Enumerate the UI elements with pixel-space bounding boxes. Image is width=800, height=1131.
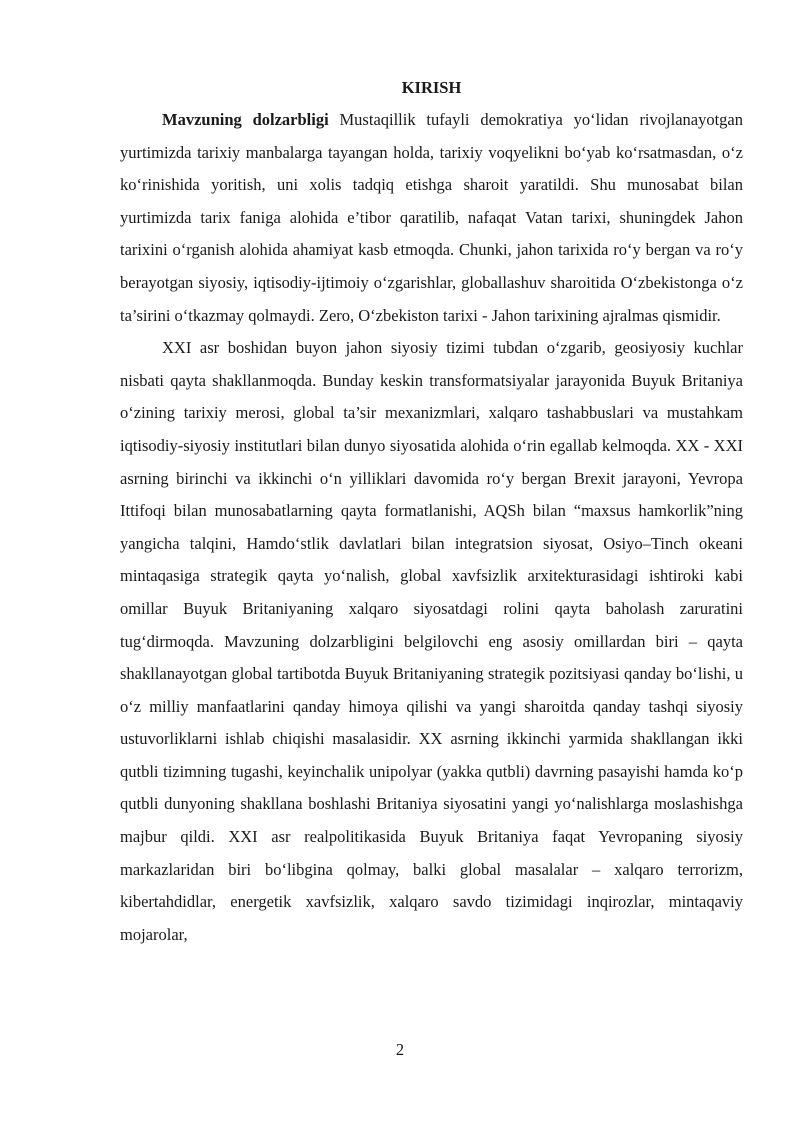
- paragraph-lead: Mavzuning dolzarbligi: [162, 110, 329, 129]
- document-page: [120, 72, 743, 951]
- section-title: KIRISH: [401, 78, 462, 97]
- paragraph-relevance: [120, 104, 743, 332]
- paragraph-context: XXI asr boshidan buyon jahon siyosiy tizimi tubdan o‘zgarib, geosiyosiy kuchlar nisbati qayta shakllanmoqda. Bunday keskin transformatsiyalar jarayonida Buyuk Britaniya o‘zining tarixiy merosi, global ta’sir mexanizmlari, xalqaro tashabbuslari va mustahkam iqtisodiy-siyosiy institutlari bilan dunyo siyosatida alohida o‘rin egallab kelmoqda. XX - XXI asrning birinchi va ikkinchi o‘n yilliklari davomida ro‘y bergan Brexit jarayoni, Yevropa Ittifoqi bilan munosabatlarning qayta formatlanishi, AQSh bilan “maxsus hamkorlik”ning yangicha talqini, Hamdo‘stlik davlatlari bilan integratsion siyosat, Osiyo–Tinch okeani mintaqasiga strategik qayta yo‘nalish, global xavfsizlik arxitekturasidagi ishtiroki kabi omillar Buyuk Britaniyaning xalqaro siyosatdagi rolini qayta baholash zaruratini tug‘dirmoqda. Mavzuning dolzarbligini belgilovchi eng asosiy omillardan biri – qayta shakllanayotgan global tartibotda Buyuk Britaniyaning strategik pozitsiyasi qanday bo‘lishi, u o‘z milliy manfaatlarini qanday himoya qilishi va yangi sharoitda qanday tashqi siyosiy ustuvorliklarni ishlab chiqishi masalasidir. XX asrning ikkinchi yarmida shakllangan ikki qutbli tizimning tugashi, keyinchalik unipolyar (yakka qutbli) davrning pasayishi hamda ko‘p qutbli dunyoning shakllana boshlashi Britaniya siyosatini yangi yo‘nalishlarga moslashishga majbur qildi. XXI asr realpolitikasida Buyuk Britaniya faqat Yevropaning siyosiy markazlaridan biri bo‘libgina qolmay, balki global masalalar – xalqaro terrorizm, kibertahdidlar, energetik xavfsizlik, xalqaro savdo tizimidagi inqirozlar, mintaqaviy mojarolar,: [120, 338, 743, 944]
- page-number: 2: [395, 1040, 405, 1059]
- paragraph-body: Mustaqillik tufayli demokratiya yo‘lidan rivojlanayotgan yurtimizda tarixiy manbalarga tayangan holda, tarixiy voqyelikni bo‘yab ko‘rsatmasdan, o‘z ko‘rinishida yoritish, uni xolis tadqiq etishga sharoit yaratildi. Shu munosabat bilan yurtimizda tarix faniga alohida e’tibor qaratilib, nafaqat Vatan tarixi, shuningdek Jahon tarixini o‘rganish alohida ahamiyat kasb etmoqda. Chunki, jahon tarixida ro‘y bergan va ro‘y berayotgan siyosiy, iqtisodiy-ijtimoiy o‘zgarishlar, globallashuv sharoitida O‘zbekistonga o‘z ta’sirini o‘tkazmay qolmaydi. Zero, O‘zbekiston tarixi - Jahon tarixining ajralmas qismidir.: [120, 110, 743, 325]
